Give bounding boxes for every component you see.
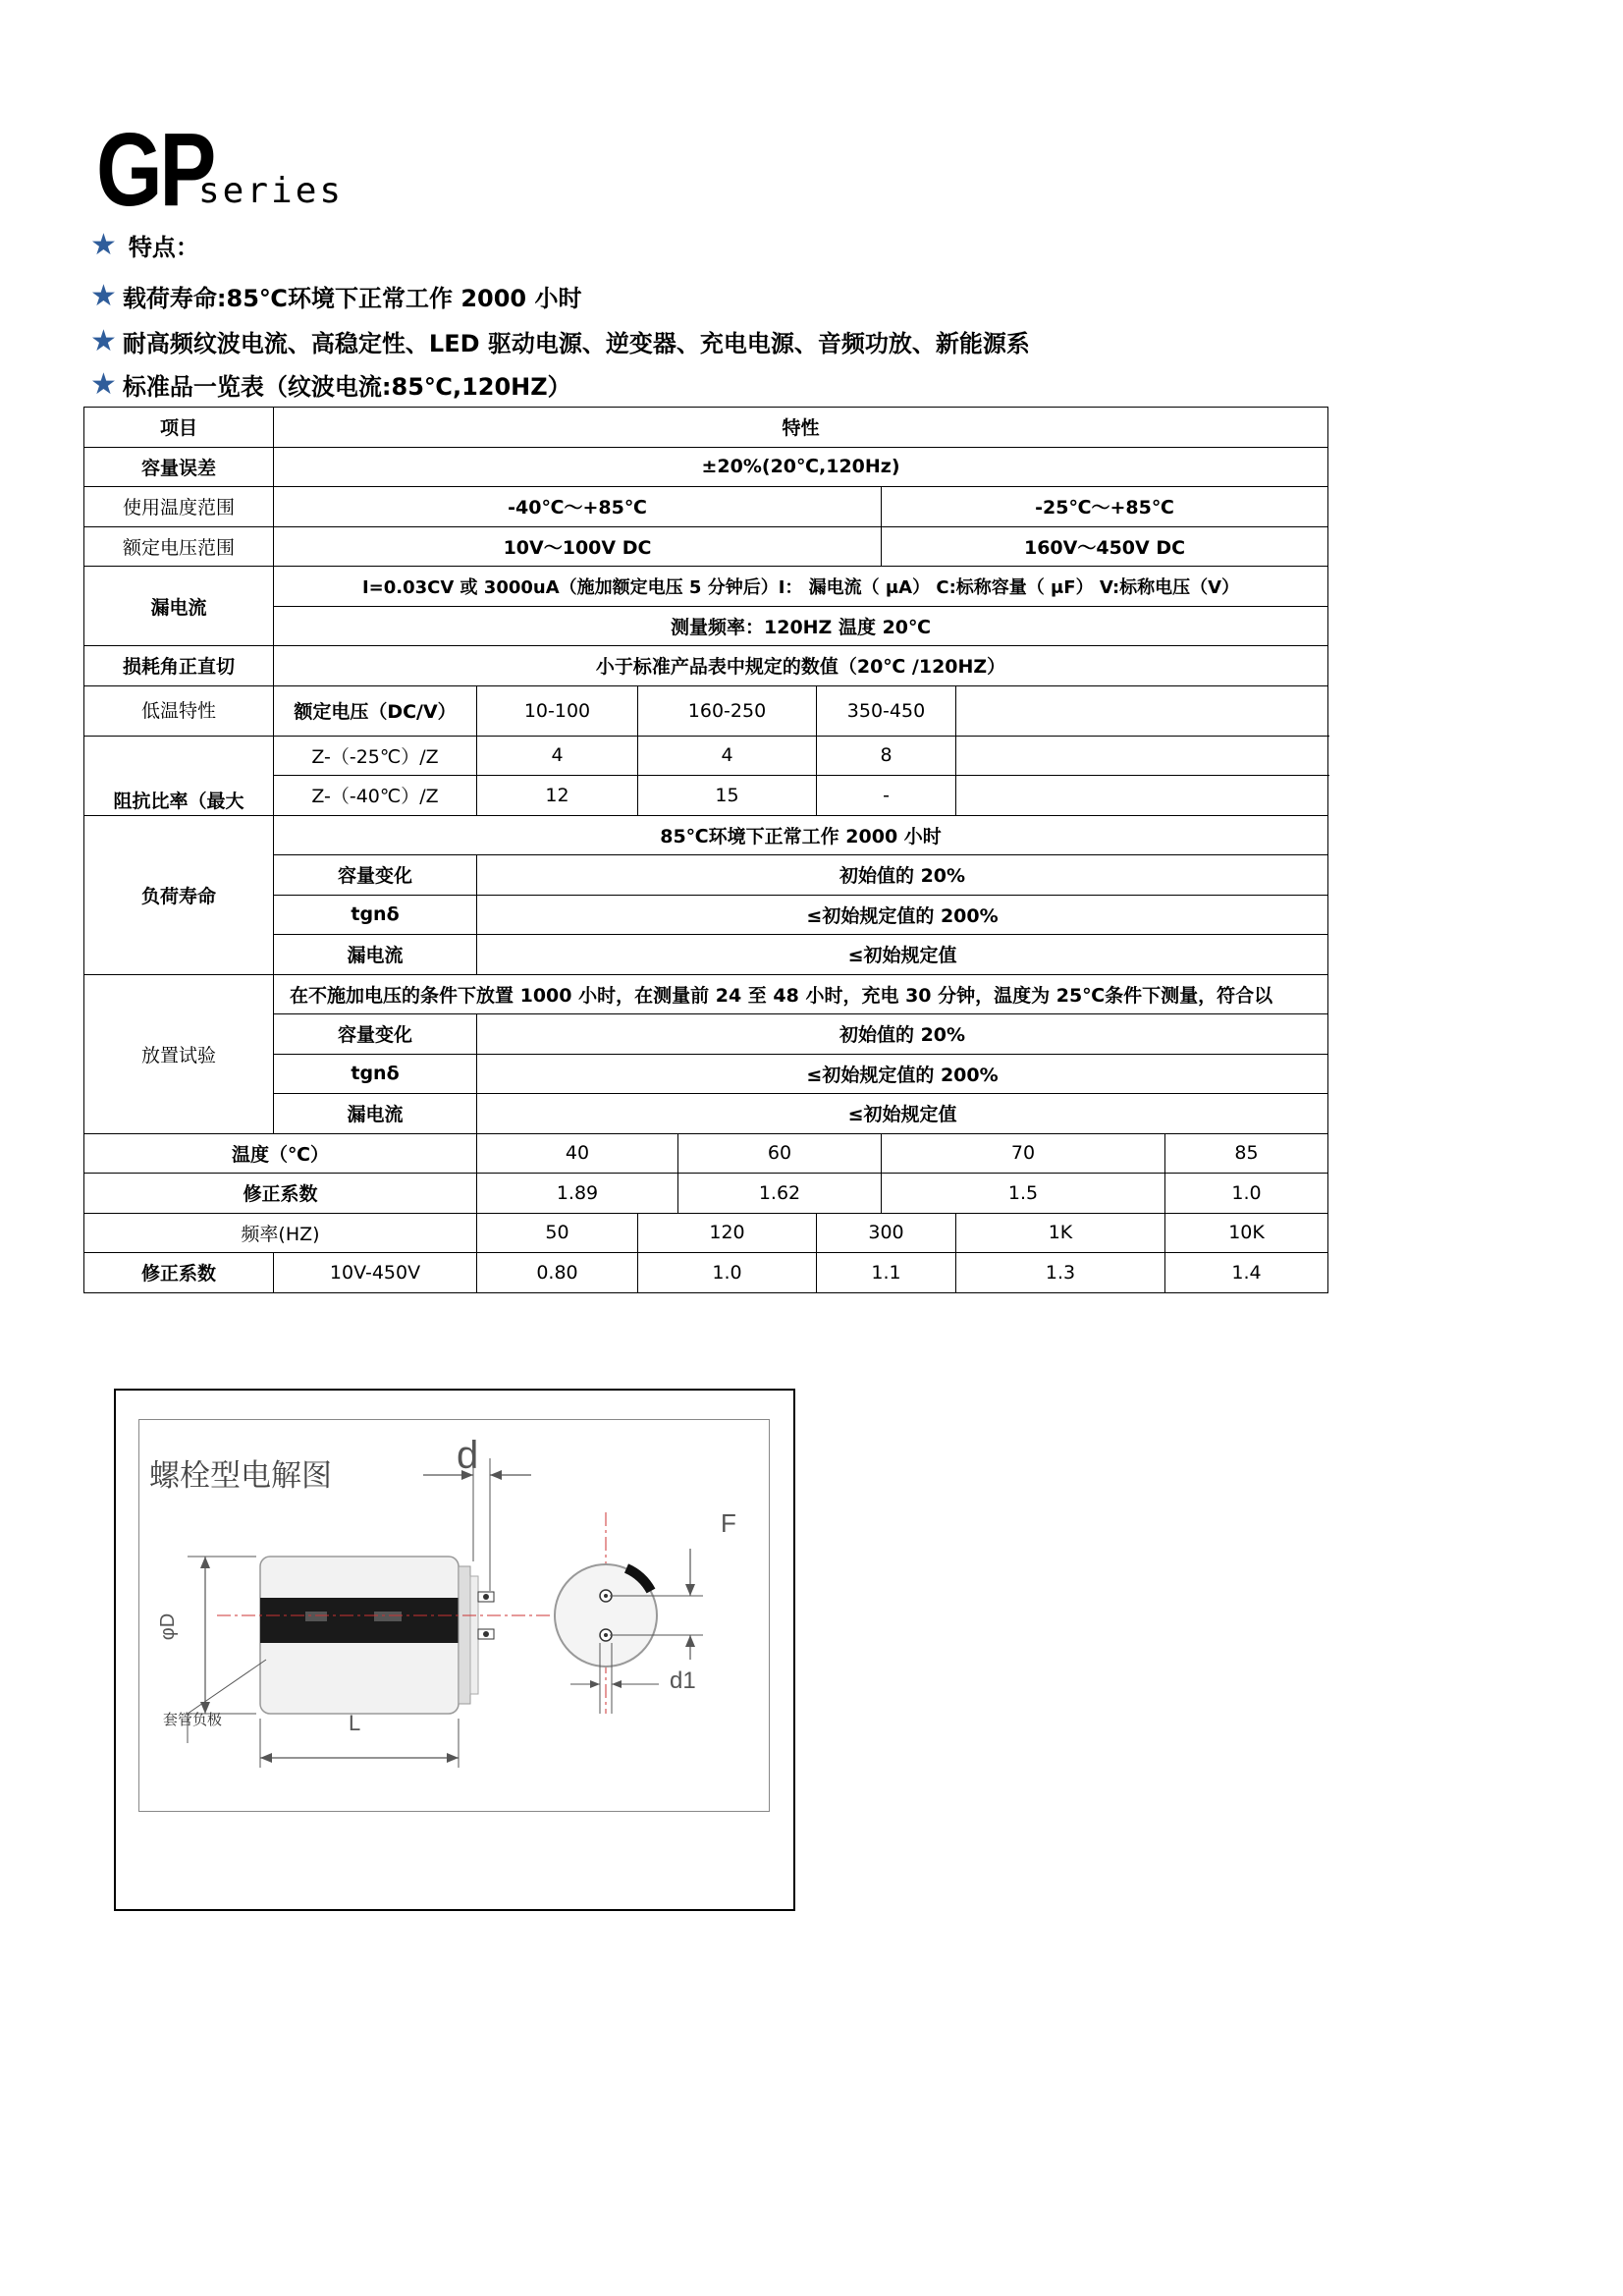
capacitor-dimension-drawing <box>138 1419 770 1812</box>
star-icon: ★ <box>90 323 117 358</box>
capacitor-front-view <box>555 1512 657 1714</box>
table-row: 负荷寿命 85℃环境下正常工作 2000 小时 <box>84 815 1328 855</box>
table-row: 修正系数 10V-450V 0.80 1.0 1.1 1.3 1.4 <box>84 1253 1328 1293</box>
table-row: 测量频率：120HZ 温度 20℃ <box>84 606 1328 646</box>
table-row: 漏电流 ≤初始规定值 <box>84 935 1328 975</box>
table-row: 修正系数 1.89 1.62 1.5 1.0 <box>84 1174 1328 1214</box>
feature-item: ★ 载荷寿命:85℃环境下正常工作 2000 小时 <box>90 278 582 313</box>
table-row: 频率(HZ) 50 120 300 1K 10K <box>84 1213 1328 1253</box>
table-row: 损耗角正直切 小于标准产品表中规定的数值（20℃ /120HZ） <box>84 646 1328 686</box>
capacitor-side-view <box>260 1557 494 1714</box>
table-header-row <box>84 408 1328 448</box>
star-icon: ★ <box>90 227 117 262</box>
feature-item: ★ 耐高频纹波电流、高稳定性、LED 驱动电源、逆变器、充电电源、音频功放、新能源系 <box>90 323 1030 358</box>
star-icon: ★ <box>90 278 117 313</box>
table-row: Z-（-40℃）/Z 12 15 - <box>84 776 1328 816</box>
table-row: 低温特性 额定电压（DC/V） 10-100 160-250 350-450 <box>84 685 1328 736</box>
series-suffix: series <box>198 171 345 211</box>
features-heading: ★ 特点： <box>90 227 199 262</box>
table-row: 阻抗比率（最大 Z-（-25℃）/Z 4 4 8 <box>84 736 1328 776</box>
label-sleeve: 套管负极 <box>163 1711 223 1728</box>
table-row: 容量变化 初始值的 20% <box>84 855 1328 896</box>
table-row: 容量变化 初始值的 20% <box>84 1014 1328 1055</box>
header-spec: 特性 <box>274 408 1328 448</box>
series-title <box>96 112 345 228</box>
table-row: 漏电流 ≤初始规定值 <box>84 1094 1328 1134</box>
label-phiD: φD <box>157 1613 180 1641</box>
star-icon: ★ <box>90 366 117 402</box>
table-row: tgnδ ≤初始规定值的 200% <box>84 1054 1328 1094</box>
series-brand: GP <box>96 112 214 228</box>
label-L: L <box>349 1711 361 1735</box>
table-row: 漏电流 I=0.03CV 或 3000uA（施加额定电压 5 分钟后）I： 漏电流（ μA） C:标称容量（ μF） V:标称电压（V） <box>84 567 1328 607</box>
label-F: F <box>721 1508 736 1538</box>
table-row: 使用温度范围 -40℃～+85℃ -25℃～+85℃ <box>84 487 1328 527</box>
spec-table <box>83 407 1328 1293</box>
table-row: 温度（℃） 40 60 70 85 <box>84 1133 1328 1174</box>
label-d1: d1 <box>670 1667 696 1694</box>
header-item: 项目 <box>84 408 274 448</box>
table-row: tgnδ ≤初始规定值的 200% <box>84 895 1328 935</box>
label-d: d <box>457 1434 479 1477</box>
table-row: 额定电压范围 10V～100V DC 160V～450V DC <box>84 526 1328 567</box>
drawing-title: 螺栓型电解图 <box>149 1458 332 1494</box>
table-row: 放置试验 在不施加电压的条件下放置 1000 小时，在测量前 24 至 48 小时，充电 30 分钟，温度为 25℃条件下测量，符合以 <box>84 974 1328 1014</box>
feature-item: ★ 标准品一览表（纹波电流:85℃,120HZ） <box>90 366 571 402</box>
table-row: 容量误差 ±20%(20℃,120Hz) <box>84 447 1328 487</box>
